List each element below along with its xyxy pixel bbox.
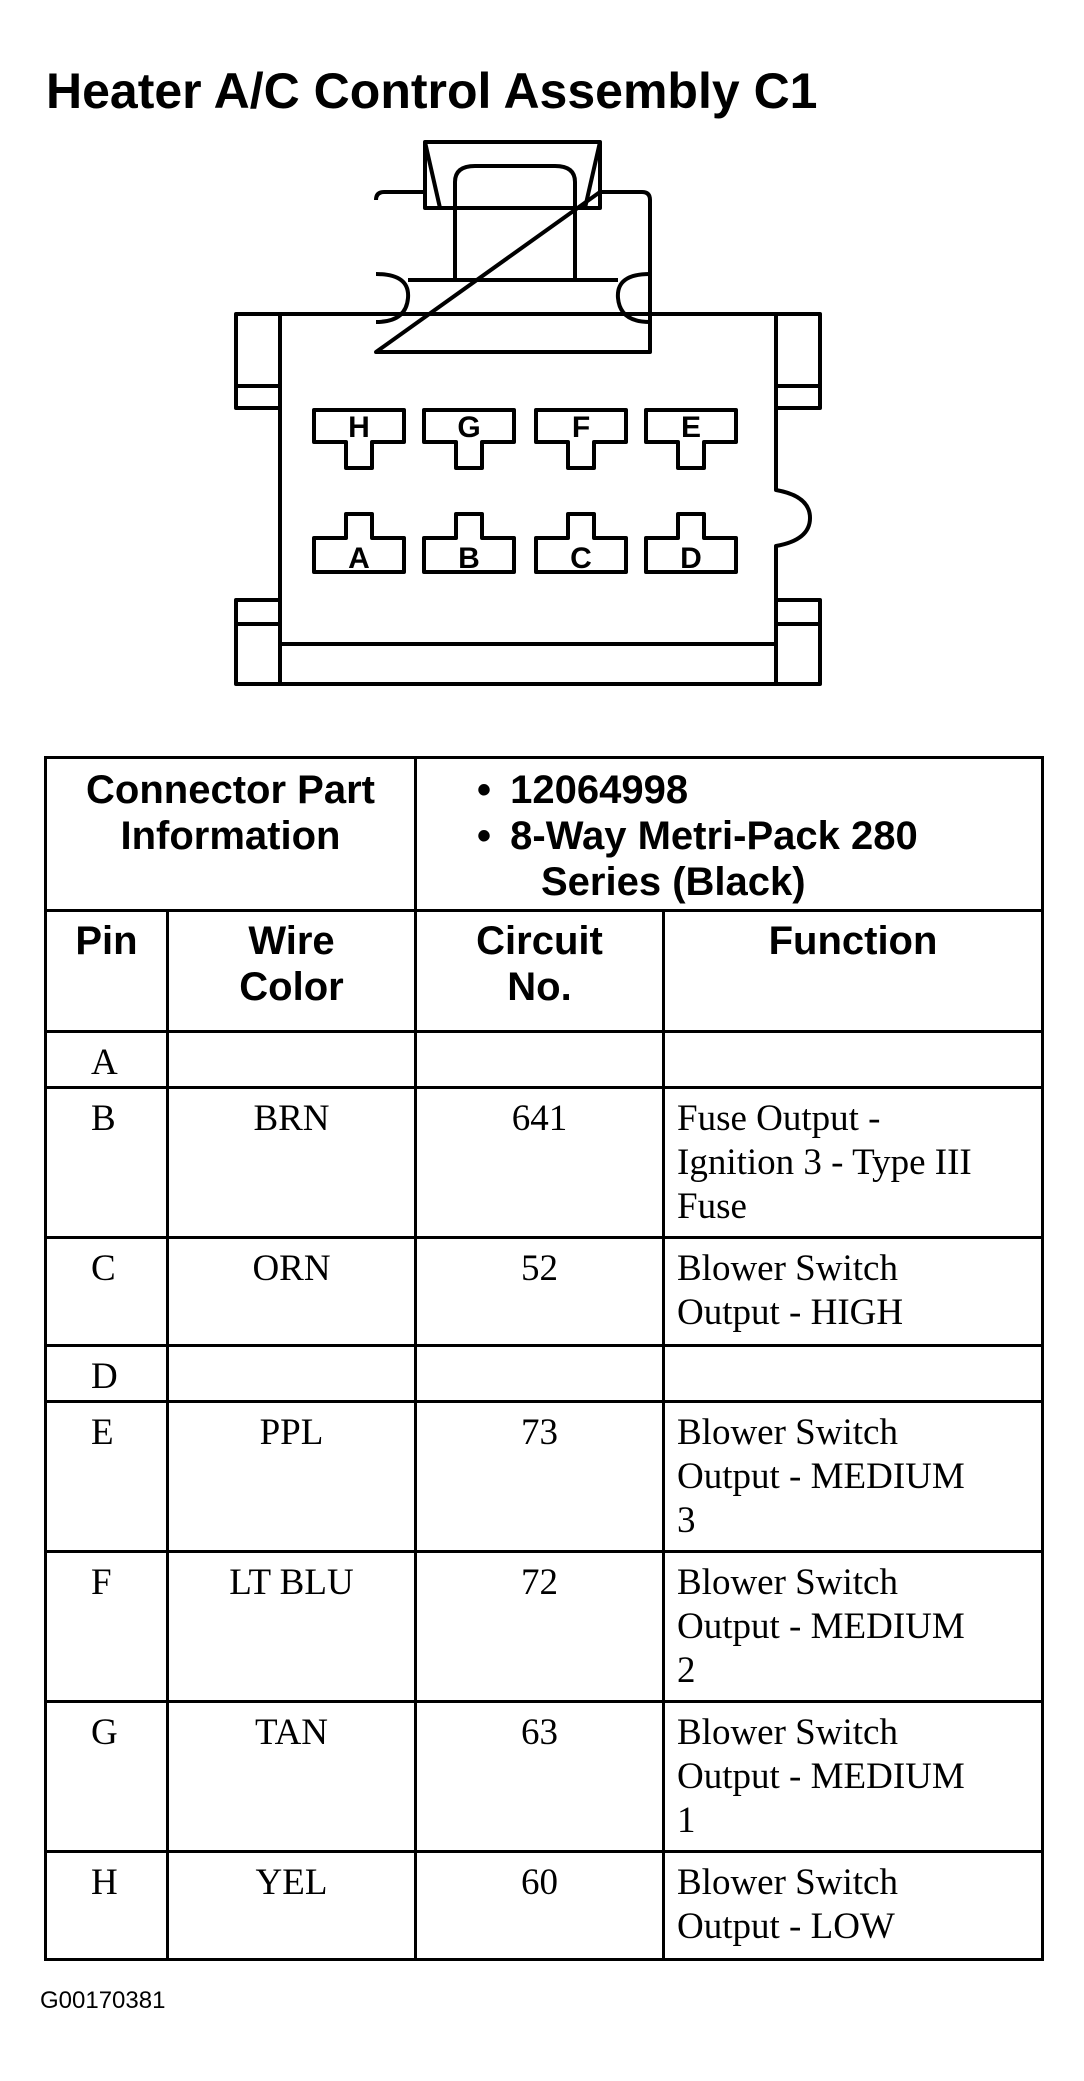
circuit-number-cell: 641: [416, 1088, 664, 1238]
function-line: Ignition 3 - Type III: [677, 1142, 972, 1183]
function-line: 3: [677, 1500, 696, 1541]
cavity-label-c: C: [570, 542, 592, 575]
pin-cell: G: [46, 1702, 168, 1852]
function-cell: [664, 1852, 1043, 1960]
circuit-number-cell: 72: [416, 1552, 664, 1702]
wire-color-header: Wire Color: [168, 911, 416, 1032]
function-line: Output - HIGH: [677, 1292, 904, 1333]
function-cell: [664, 1702, 1043, 1852]
wire-color-cell: LT BLU: [168, 1552, 416, 1702]
left-tab-bottom: [236, 600, 280, 684]
table-row: [46, 1238, 1043, 1346]
function-line: 1: [677, 1800, 696, 1841]
connector-info-label: Connector Part Information: [46, 758, 416, 911]
circuit-number-header: Circuit No.: [416, 911, 664, 1032]
connector-info-values: • 12064998 • 8-Way Metri-Pack 280 Series (Black): [416, 758, 1043, 911]
function-line: Blower Switch: [677, 1248, 898, 1289]
cavity-label-g: G: [457, 411, 481, 444]
wire-color-cell: [168, 1346, 416, 1402]
cavity-label-e: E: [680, 411, 702, 444]
circuit-number-cell: [416, 1032, 664, 1088]
wire-color-cell: PPL: [168, 1402, 416, 1552]
function-line: Blower Switch: [677, 1412, 898, 1453]
cavity-label-b: B: [458, 542, 480, 575]
function-line: Blower Switch: [677, 1862, 898, 1903]
circuit-number-cell: 60: [416, 1852, 664, 1960]
table-row: [46, 1088, 1043, 1238]
circuit-number-cell: [416, 1346, 664, 1402]
connector-diagram: [0, 120, 1084, 700]
pin-table: [44, 756, 1044, 1961]
function-cell: [664, 1088, 1043, 1238]
connector-info-row: [46, 758, 1043, 911]
pin-cell: E: [46, 1402, 168, 1552]
function-line: Output - MEDIUM: [677, 1606, 965, 1647]
wire-color-cell: ORN: [168, 1238, 416, 1346]
circuit-number-cell: 63: [416, 1702, 664, 1852]
connector-type: 8-Way Metri-Pack 280: [510, 814, 918, 858]
cavity-label-a: A: [348, 542, 370, 575]
table-row: [46, 1346, 1043, 1402]
circuit-number-cell: 73: [416, 1402, 664, 1552]
latch-housing: [376, 192, 650, 352]
wire-color-cell: [168, 1032, 416, 1088]
figure-id: G00170381: [40, 1987, 166, 2014]
function-line: Blower Switch: [677, 1712, 898, 1753]
function-line: Output - MEDIUM: [677, 1456, 965, 1497]
pin-cell: B: [46, 1088, 168, 1238]
table-row: [46, 1552, 1043, 1702]
function-cell: [664, 1238, 1043, 1346]
connector-body: [280, 314, 810, 684]
wire-color-cell: BRN: [168, 1088, 416, 1238]
function-cell: [664, 1346, 1043, 1402]
cavity-label-h: H: [348, 411, 370, 444]
pin-cell: C: [46, 1238, 168, 1346]
function-cell: [664, 1552, 1043, 1702]
pin-cell: F: [46, 1552, 168, 1702]
function-line: Output - MEDIUM: [677, 1756, 965, 1797]
function-line: Blower Switch: [677, 1562, 898, 1603]
function-line: 2: [677, 1650, 696, 1691]
function-header: Function: [664, 911, 1043, 1032]
pin-cell: A: [46, 1032, 168, 1088]
table-row: [46, 1852, 1043, 1960]
function-line: Fuse Output -: [677, 1098, 881, 1139]
left-tab-top: [236, 314, 280, 408]
cavity-label-d: D: [680, 542, 702, 575]
function-line: Output - LOW: [677, 1906, 895, 1947]
right-tab-top: [776, 314, 820, 408]
table-row: [46, 1032, 1043, 1088]
wire-color-cell: TAN: [168, 1702, 416, 1852]
cavity-label-f: F: [571, 411, 591, 444]
wire-color-cell: YEL: [168, 1852, 416, 1960]
pin-header: Pin: [46, 911, 168, 1032]
pin-cell: H: [46, 1852, 168, 1960]
diagram-title: Heater A/C Control Assembly C1: [46, 63, 818, 119]
column-header-row: [46, 911, 1043, 1032]
right-tab-bottom: [776, 600, 820, 684]
pin-cell: D: [46, 1346, 168, 1402]
table-row: [46, 1402, 1043, 1552]
function-cell: [664, 1402, 1043, 1552]
table-row: [46, 1702, 1043, 1852]
circuit-number-cell: 52: [416, 1238, 664, 1346]
function-line: Fuse: [677, 1186, 747, 1227]
part-number: 12064998: [510, 768, 689, 812]
function-cell: [664, 1032, 1043, 1088]
